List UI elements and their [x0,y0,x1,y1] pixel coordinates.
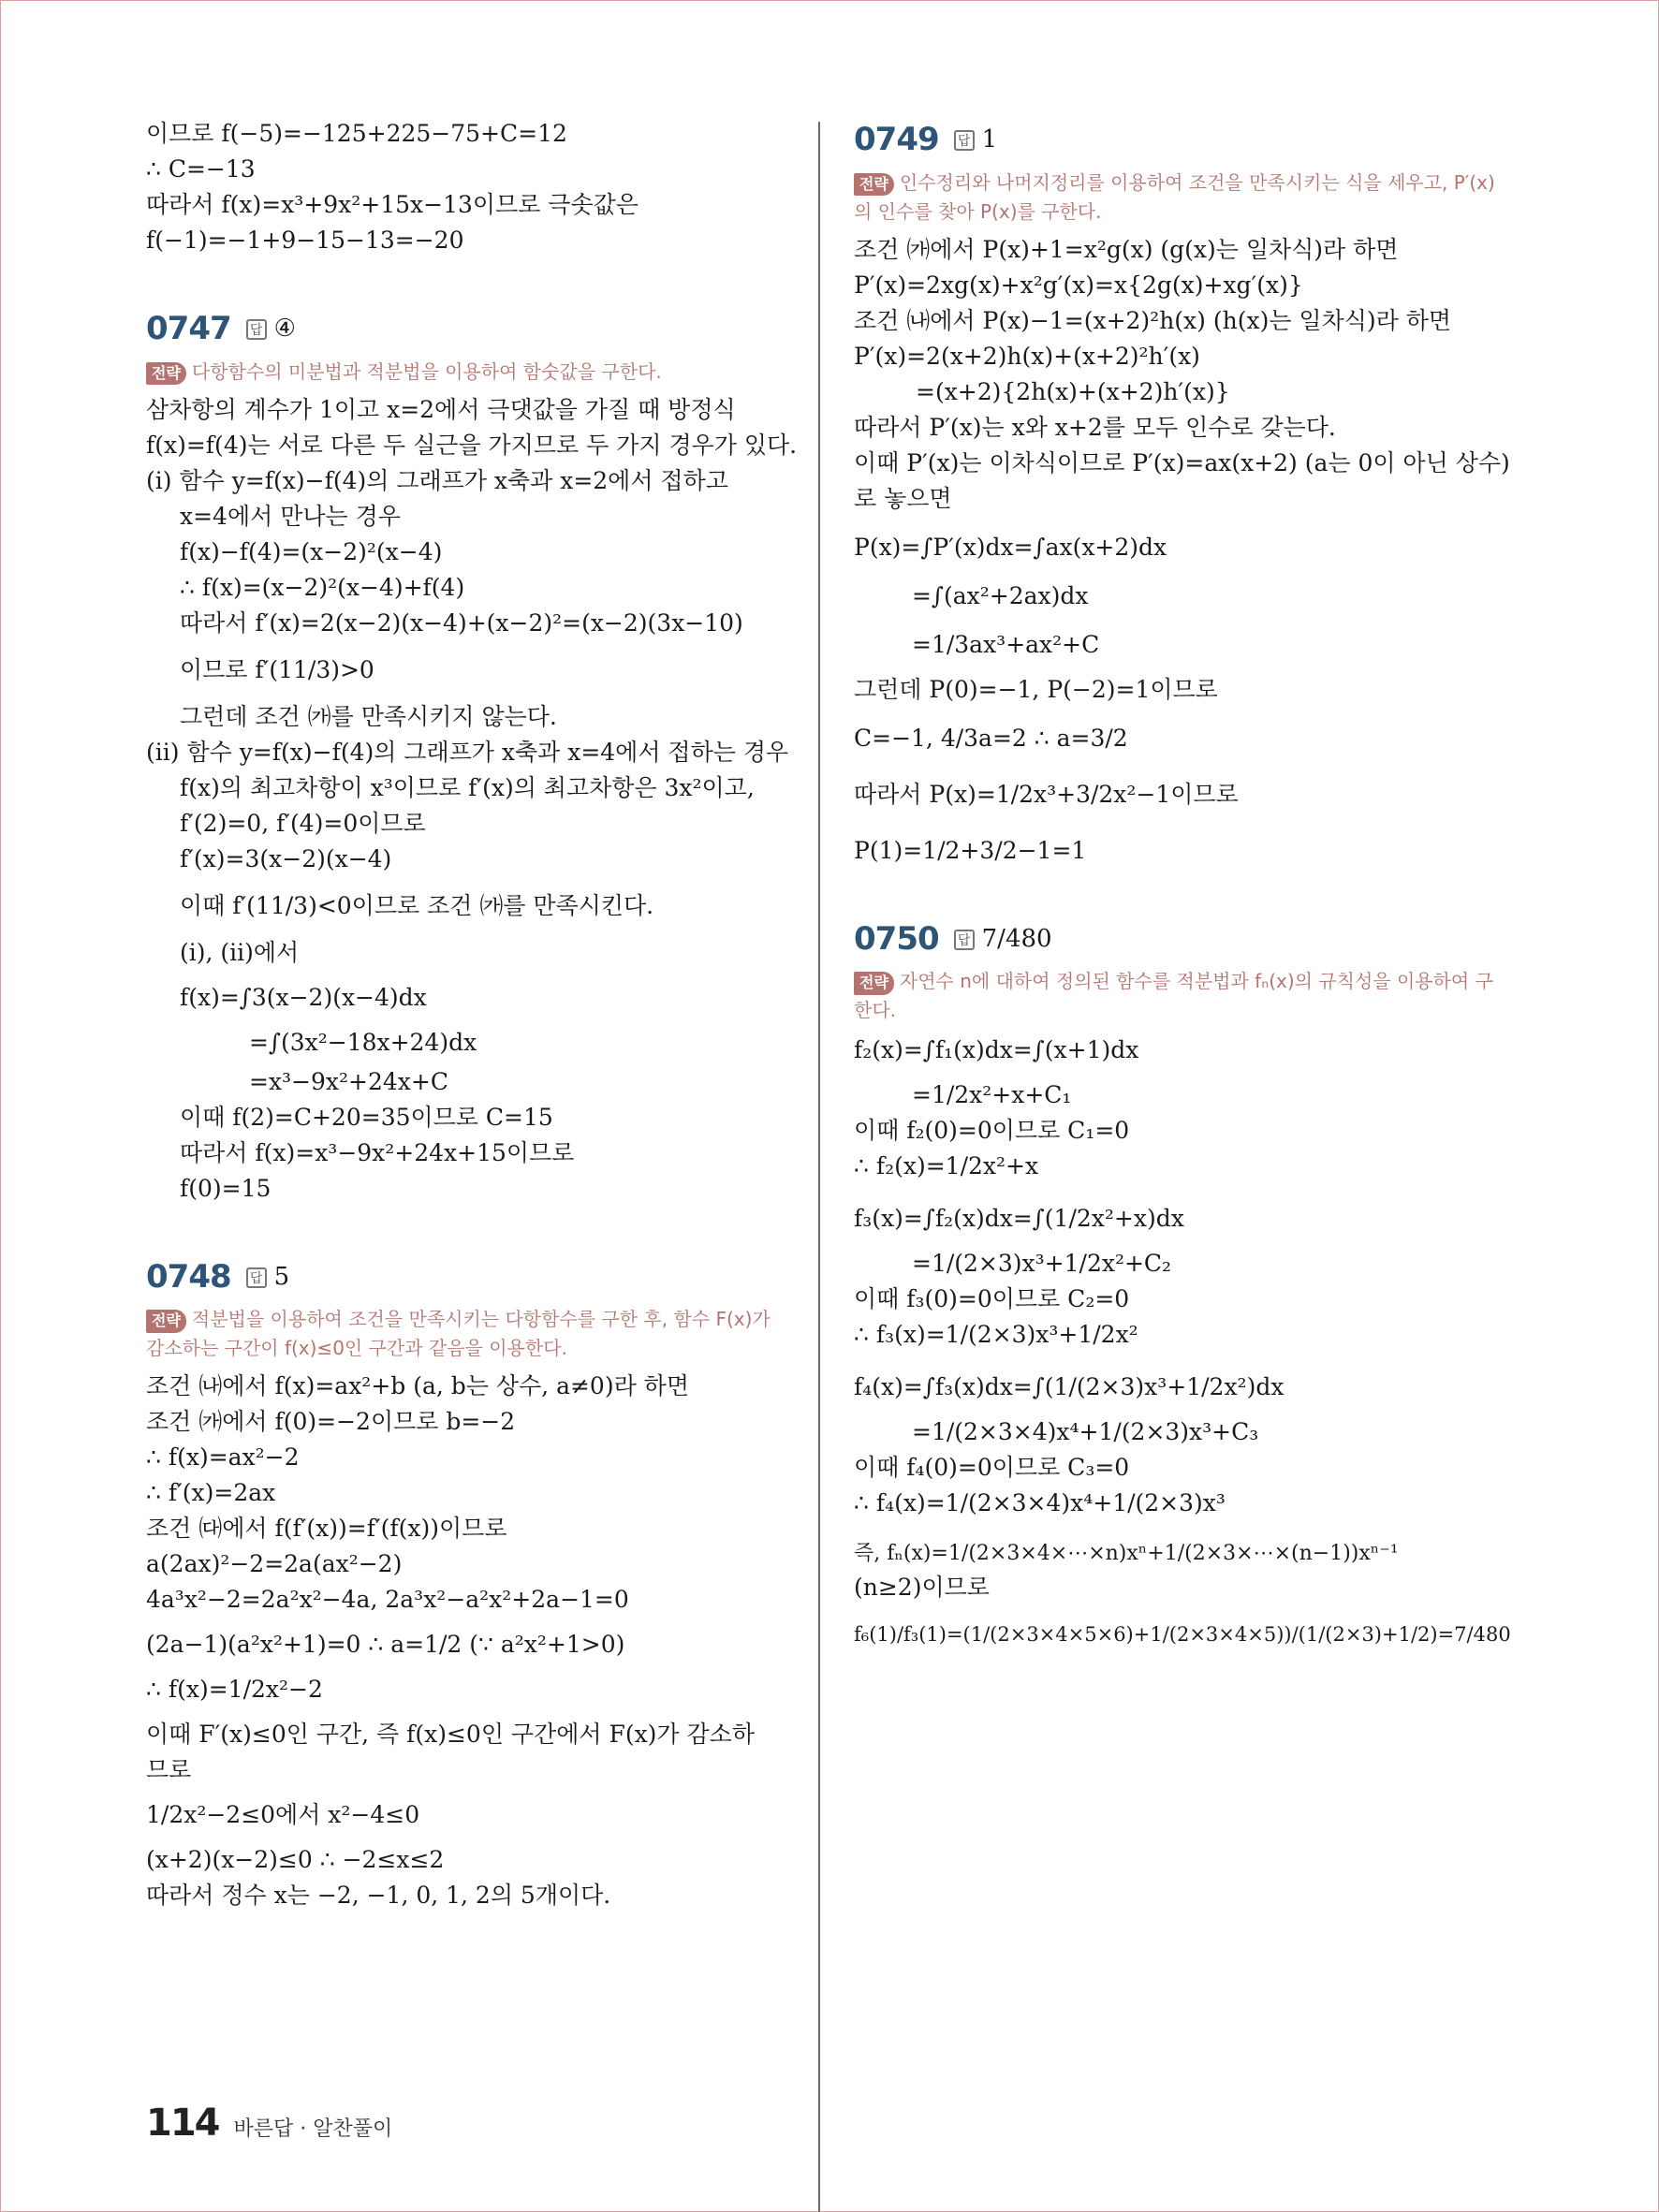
text-line: f₂(x)=∫f₁(x)dx=∫(x+1)dx [854,1036,1139,1064]
text-line: 조건 ㈎에서 P(x)+1=x²g(x) (g(x)는 일차식)라 하면 [854,235,1399,263]
problem-0749 [854,116,1510,869]
text-line: 따라서 f(x)=x³−9x²+24x+15이므로 [180,1138,575,1166]
text-line: ∴ f₃(x)=1/(2×3)x³+1/2x² [854,1321,1138,1349]
strategy-note [854,168,1500,227]
text-line: 조건 ㈏에서 P(x)−1=(x+2)²h(x) (h(x)는 일차식)라 하면 [854,306,1452,334]
text-line: ∴ f′(x)=2ax [146,1479,276,1507]
strategy-note [146,358,783,387]
text-line: f₆(1)/f₃(1)=(1/(2×3×4×5×6)+1/(2×3×4×5))/(1/(2×3)+1/2)=7/480 [854,1622,1511,1646]
text-line: (n≥2)이므로 [854,1573,990,1601]
text-line: P′(x)=2(x+2)h(x)+(x+2)²h′(x) [854,342,1200,370]
text-line: f(−1)=−1+9−15−13=−20 [146,227,464,254]
text-line: (i), (ii)에서 [180,938,300,966]
text-line: 조건 ㈎에서 f(0)=−2이므로 b=−2 [146,1408,516,1436]
strategy-note [146,1305,783,1363]
answer-icon: 답 [246,319,267,340]
text-line: 이므로 f(−5)=−125+225−75+C=12 [146,120,567,147]
problem-number: 0747 [146,310,231,347]
answer-icon: 답 [954,930,975,950]
strategy-badge: 전략 [854,173,894,197]
page-footer [146,2095,392,2152]
problem-number: 0749 [854,121,939,158]
text-line: =1/3ax³+ax²+C [912,630,1100,658]
column-divider [818,122,820,2212]
text-line: ∴ f(x)=1/2x²−2 [146,1676,323,1704]
text-line: =x³−9x²+24x+C [249,1067,448,1095]
answer-icon: 답 [246,1267,267,1288]
text-line: =∫(3x²−18x+24)dx [249,1028,477,1056]
right-column [854,116,1511,1650]
text-line: 므로 [146,1756,192,1784]
answer-value: ④ [273,315,296,344]
strategy-text: 적분법을 이용하여 조건을 만족시키는 다항함수를 구한 후, 함수 F(x)가 감소하는 구간이 f(x)≤0인 구간과 같음을 이용한다. [146,1308,771,1360]
text-line: 이므로 f′(11/3)>0 [180,655,374,683]
text-line: x=4에서 만나는 경우 [180,502,401,530]
text-line: P′(x)=2xg(x)+x²g′(x)=x{2g(x)+xg′(x)} [854,271,1303,299]
answer-value: 7/480 [981,924,1052,953]
text-line: f(x)의 최고차항이 x³이므로 f′(x)의 최고차항은 3x²이고, [180,773,755,801]
text-line: (x+2)(x−2)≤0 ∴ −2≤x≤2 [146,1846,445,1874]
text-line: 따라서 정수 x는 −2, −1, 0, 1, 2의 5개이다. [146,1882,611,1910]
text-line: (ii) 함수 y=f(x)−f(4)의 그래프가 x축과 x=4에서 접하는 경우 [146,738,789,766]
text-line: P(1)=1/2+3/2−1=1 [854,836,1087,864]
text-line: 조건 ㈏에서 f(x)=ax²+b (a, b는 상수, a≠0)라 하면 [146,1372,689,1400]
text-line: 즉, fₙ(x)=1/(2×3×4×⋯×n)xⁿ+1/(2×3×⋯×(n−1))xⁿ⁻¹ [854,1542,1399,1566]
text-line: 따라서 f(x)=x³+9x²+15x−13이므로 극솟값은 [146,191,639,218]
text-line: ∴ f₄(x)=1/(2×3×4)x⁴+1/(2×3)x³ [854,1489,1226,1517]
text-line: 그런데 P(0)=−1, P(−2)=1이므로 [854,675,1218,703]
text-line: ∴ f(x)=ax²−2 [146,1443,300,1472]
text-line: 이때 f(2)=C+20=35이므로 C=15 [180,1103,553,1131]
problem-number: 0748 [146,1257,231,1296]
text-line: 삼차항의 계수가 1이고 x=2에서 극댓값을 가질 때 방정식 [146,395,736,423]
text-line: 이때 P′(x)는 이차식이므로 P′(x)=ax(x+2) (a는 0이 아닌 상수) [854,448,1510,476]
text-line: =1/(2×3)x³+1/2x²+C₂ [912,1250,1172,1278]
text-line: 이때 f₄(0)=0이므로 C₃=0 [854,1454,1130,1482]
text-line: 따라서 P′(x)는 x와 x+2를 모두 인수로 갖는다. [854,413,1336,441]
text-line: C=−1, 4/3a=2 ∴ a=3/2 [854,724,1128,752]
text-line: 이때 f′(11/3)<0이므로 조건 ㈎를 만족시킨다. [180,891,654,919]
text-line: =∫(ax²+2ax)dx [912,581,1089,609]
text-line: f(0)=15 [180,1174,272,1202]
text-line: f(x)=f(4)는 서로 다른 두 실근을 가지므로 두 가지 경우가 있다. [146,431,798,459]
text-line: 조건 ㈐에서 f(f′(x))=f′(f(x))이므로 [146,1515,507,1543]
text-line: =1/2x²+x+C₁ [912,1081,1072,1109]
strategy-badge: 전략 [146,362,186,386]
text-line: f₄(x)=∫f₃(x)dx=∫(1/(2×3)x³+1/2x²)dx [854,1373,1285,1401]
strategy-text: 다항함수의 미분법과 적분법을 이용하여 함숫값을 구한다. [191,359,662,383]
text-line: (i) 함수 y=f(x)−f(4)의 그래프가 x축과 x=2에서 접하고 [146,466,728,494]
problem-0750 [854,916,1511,1650]
text-line: 이때 f₃(0)=0이므로 C₂=0 [854,1285,1130,1313]
left-column [146,116,798,1913]
strategy-note [854,967,1500,1025]
text-line: P(x)=∫P′(x)dx=∫ax(x+2)dx [854,533,1167,561]
text-line: 4a³x²−2=2a²x²−4a, 2a³x²−a²x²+2a−1=0 [146,1586,629,1614]
text-line: =(x+2){2h(x)+(x+2)h′(x)} [916,377,1230,405]
text-line: ∴ C=−13 [146,155,256,183]
text-line: 1/2x²−2≤0에서 x²−4≤0 [146,1801,420,1829]
text-line: 이때 F′(x)≤0인 구간, 즉 f(x)≤0인 구간에서 F(x)가 감소하 [146,1721,755,1749]
text-line: f(x)=∫3(x−2)(x−4)dx [180,983,427,1011]
text-line: 따라서 f′(x)=2(x−2)(x−4)+(x−2)²=(x−2)(3x−10) [180,608,743,637]
text-line: f₃(x)=∫f₂(x)dx=∫(1/2x²+x)dx [854,1205,1184,1233]
problem-number: 0750 [854,919,939,958]
text-line: 그런데 조건 ㈎를 만족시키지 않는다. [180,702,557,730]
text-line: 따라서 P(x)=1/2x³+3/2x²−1이므로 [854,780,1239,808]
text-line: ∴ f(x)=(x−2)²(x−4)+f(4) [180,573,465,601]
problem-0748 [146,1253,783,1914]
page-number: 114 [146,2102,219,2145]
text-line: (2a−1)(a²x²+1)=0 ∴ a=1/2 (∵ a²x²+1>0) [146,1631,625,1659]
problem-0747 [146,305,798,1207]
text-line: f′(2)=0, f′(4)=0이므로 [180,809,426,837]
text-line: ∴ f₂(x)=1/2x²+x [854,1152,1039,1180]
strategy-badge: 전략 [146,1310,186,1333]
text-line: f′(x)=3(x−2)(x−4) [180,844,392,872]
text-line: f(x)−f(4)=(x−2)²(x−4) [180,537,443,565]
strategy-text: 인수정리와 나머지정리를 이용하여 조건을 만족시키는 식을 세우고, P′(x)의 인수를 찾아 P(x)를 구한다. [854,170,1495,223]
answer-value: 1 [981,125,998,154]
text-line: 이때 f₂(0)=0이므로 C₁=0 [854,1117,1130,1145]
text-line: =1/(2×3×4)x⁴+1/(2×3)x³+C₃ [912,1418,1259,1446]
answer-value: 5 [273,1262,290,1291]
text-line: 로 놓으면 [854,484,952,512]
answer-icon: 답 [954,130,975,151]
footer-title: 바른답 · 알찬풀이 [233,2117,393,2141]
text-line: a(2ax)²−2=2a(ax²−2) [146,1550,403,1578]
strategy-badge: 전략 [854,972,894,995]
strategy-text: 자연수 n에 대하여 정의된 함수를 적분법과 fₙ(x)의 규칙성을 이용하여 구한다. [854,970,1493,1022]
